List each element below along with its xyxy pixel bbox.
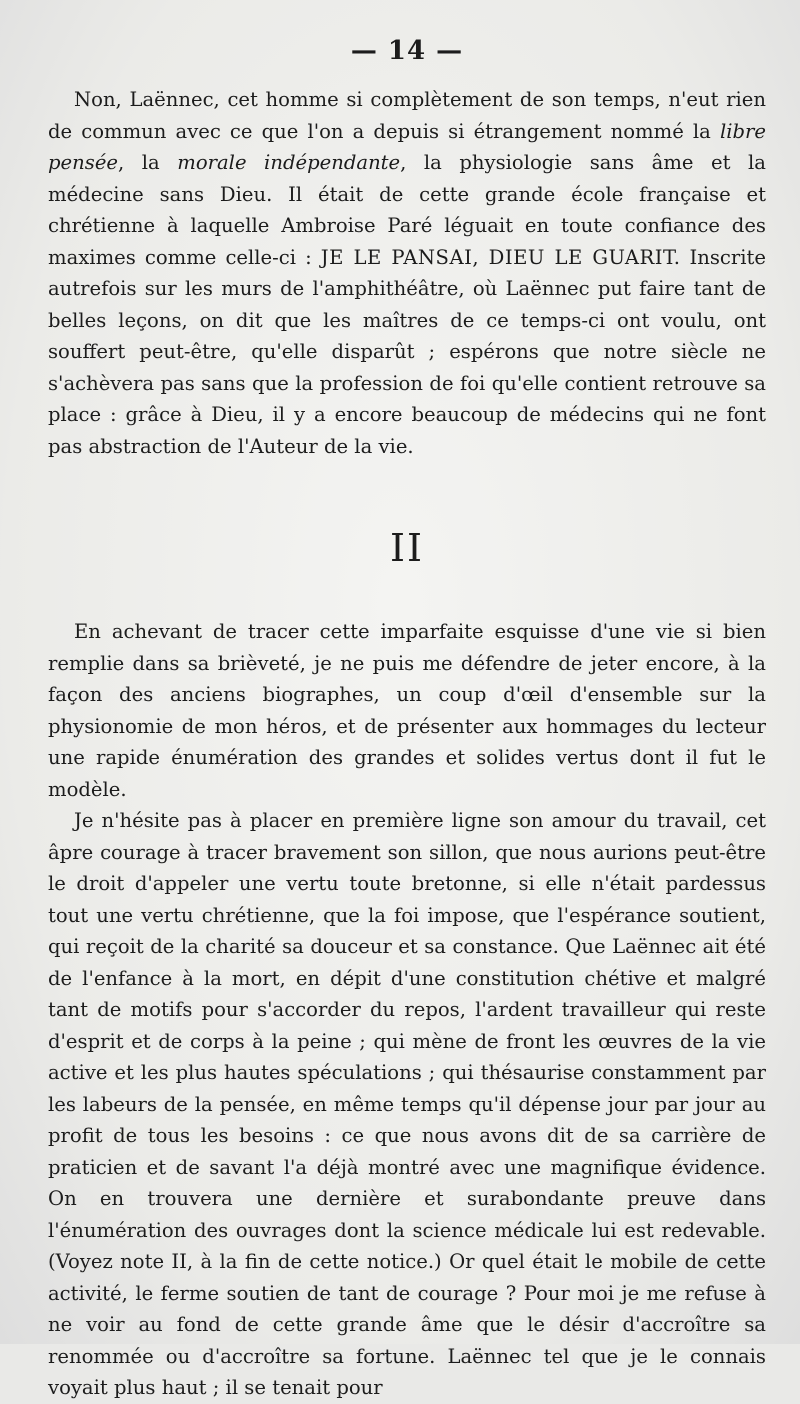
quoted-maxim: JE LE PANSAI, DIEU LE GUARIT. (320, 245, 681, 269)
paragraph-text: Inscrite autrefois sur les murs de l'amphithéâtre, où Laënnec put faire tant de belles leçons, on dit que les maîtres de ce temps-ci ont voulu, ont souffert peut-être, qu'elle disparût ; espérons que notre siècle ne s'achèvera pas sans que la profession de foi qu'elle contient retrouve sa place : grâce à Dieu, il y a encore beaucoup de médecins qui ne font pas abstraction de l'Auteur de la vie. (48, 245, 767, 458)
paragraph-text: , la physiologie sans âme et la médecine sans Dieu. Il était de cette grande école française et chrétienne à laquelle Ambroise Paré léguait en toute confiance des maximes comme celle-ci : (48, 151, 766, 269)
paragraph-text: Non, Laënnec, cet homme si complètement de son temps, n'eut rien de commun avec ce que l'on a depuis si étrangement nommé la (48, 88, 766, 143)
italic-term-morale-independante: morale indépendante (177, 151, 401, 174)
page-number: — 14 — (350, 36, 464, 66)
paragraph-text: , la (118, 151, 178, 174)
paragraph-laennec-libre-pensee (48, 84, 766, 462)
section-heading: II (389, 526, 425, 570)
italic-term-libre-pensee: libre pensée (48, 119, 766, 174)
paragraph-amour-du-travail: Je n'hésite pas à placer en première ligne son amour du travail, cet âpre courage à tracer bravement son sillon, que nous aurions peut-être le droit d'appeler une vertu toute bretonne, si elle n'était pardessus tout une vertu chrétienne, que la foi impose, que l'espérance soutient, qui reçoit de la charité sa douceur et sa constance. Que Laënnec ait été de l'enfance à la mort, en dépit d'une constitution chétive et malgré tant de motifs pour s'accorder du repos, l'ardent travailleur qui reste d'esprit et de corps à la peine ; qui mène de front les œuvres de la vie active et les plus hautes spéculations ; qui thésaurise constamment par les labeurs de la pensée, en même temps qu'il dépense jour par jour au profit de tous les besoins : ce que nous avons dit de sa carrière de praticien et de savant l'a déjà montré avec une magnifique évidence. On en trouvera une dernière et surabondante preuve dans l'énumération des ouvrages dont la science médicale lui est redevable. (Voyez note II, à la fin de cette notice.) Or quel était le mobile de cette activité, le ferme soutien de tant de courage ? Pour moi je me refuse à ne voir au fond de cette grande âme que le désir d'accroître sa renommée ou d'accroître sa fortune. Laënnec tel que je le connais voyait plus haut ; il se tenait pour (48, 809, 766, 1399)
paragraph-esquisse: En achevant de tracer cette imparfaite esquisse d'une vie si bien remplie dans sa brièveté, je ne puis me défendre de jeter encore, à la façon des anciens biographes, un coup d'œil d'ensemble sur la physionomie de mon héros, et de présenter aux hommages du lecteur une rapide énumération des grandes et solides vertus dont il fut le modèle. (48, 620, 766, 801)
